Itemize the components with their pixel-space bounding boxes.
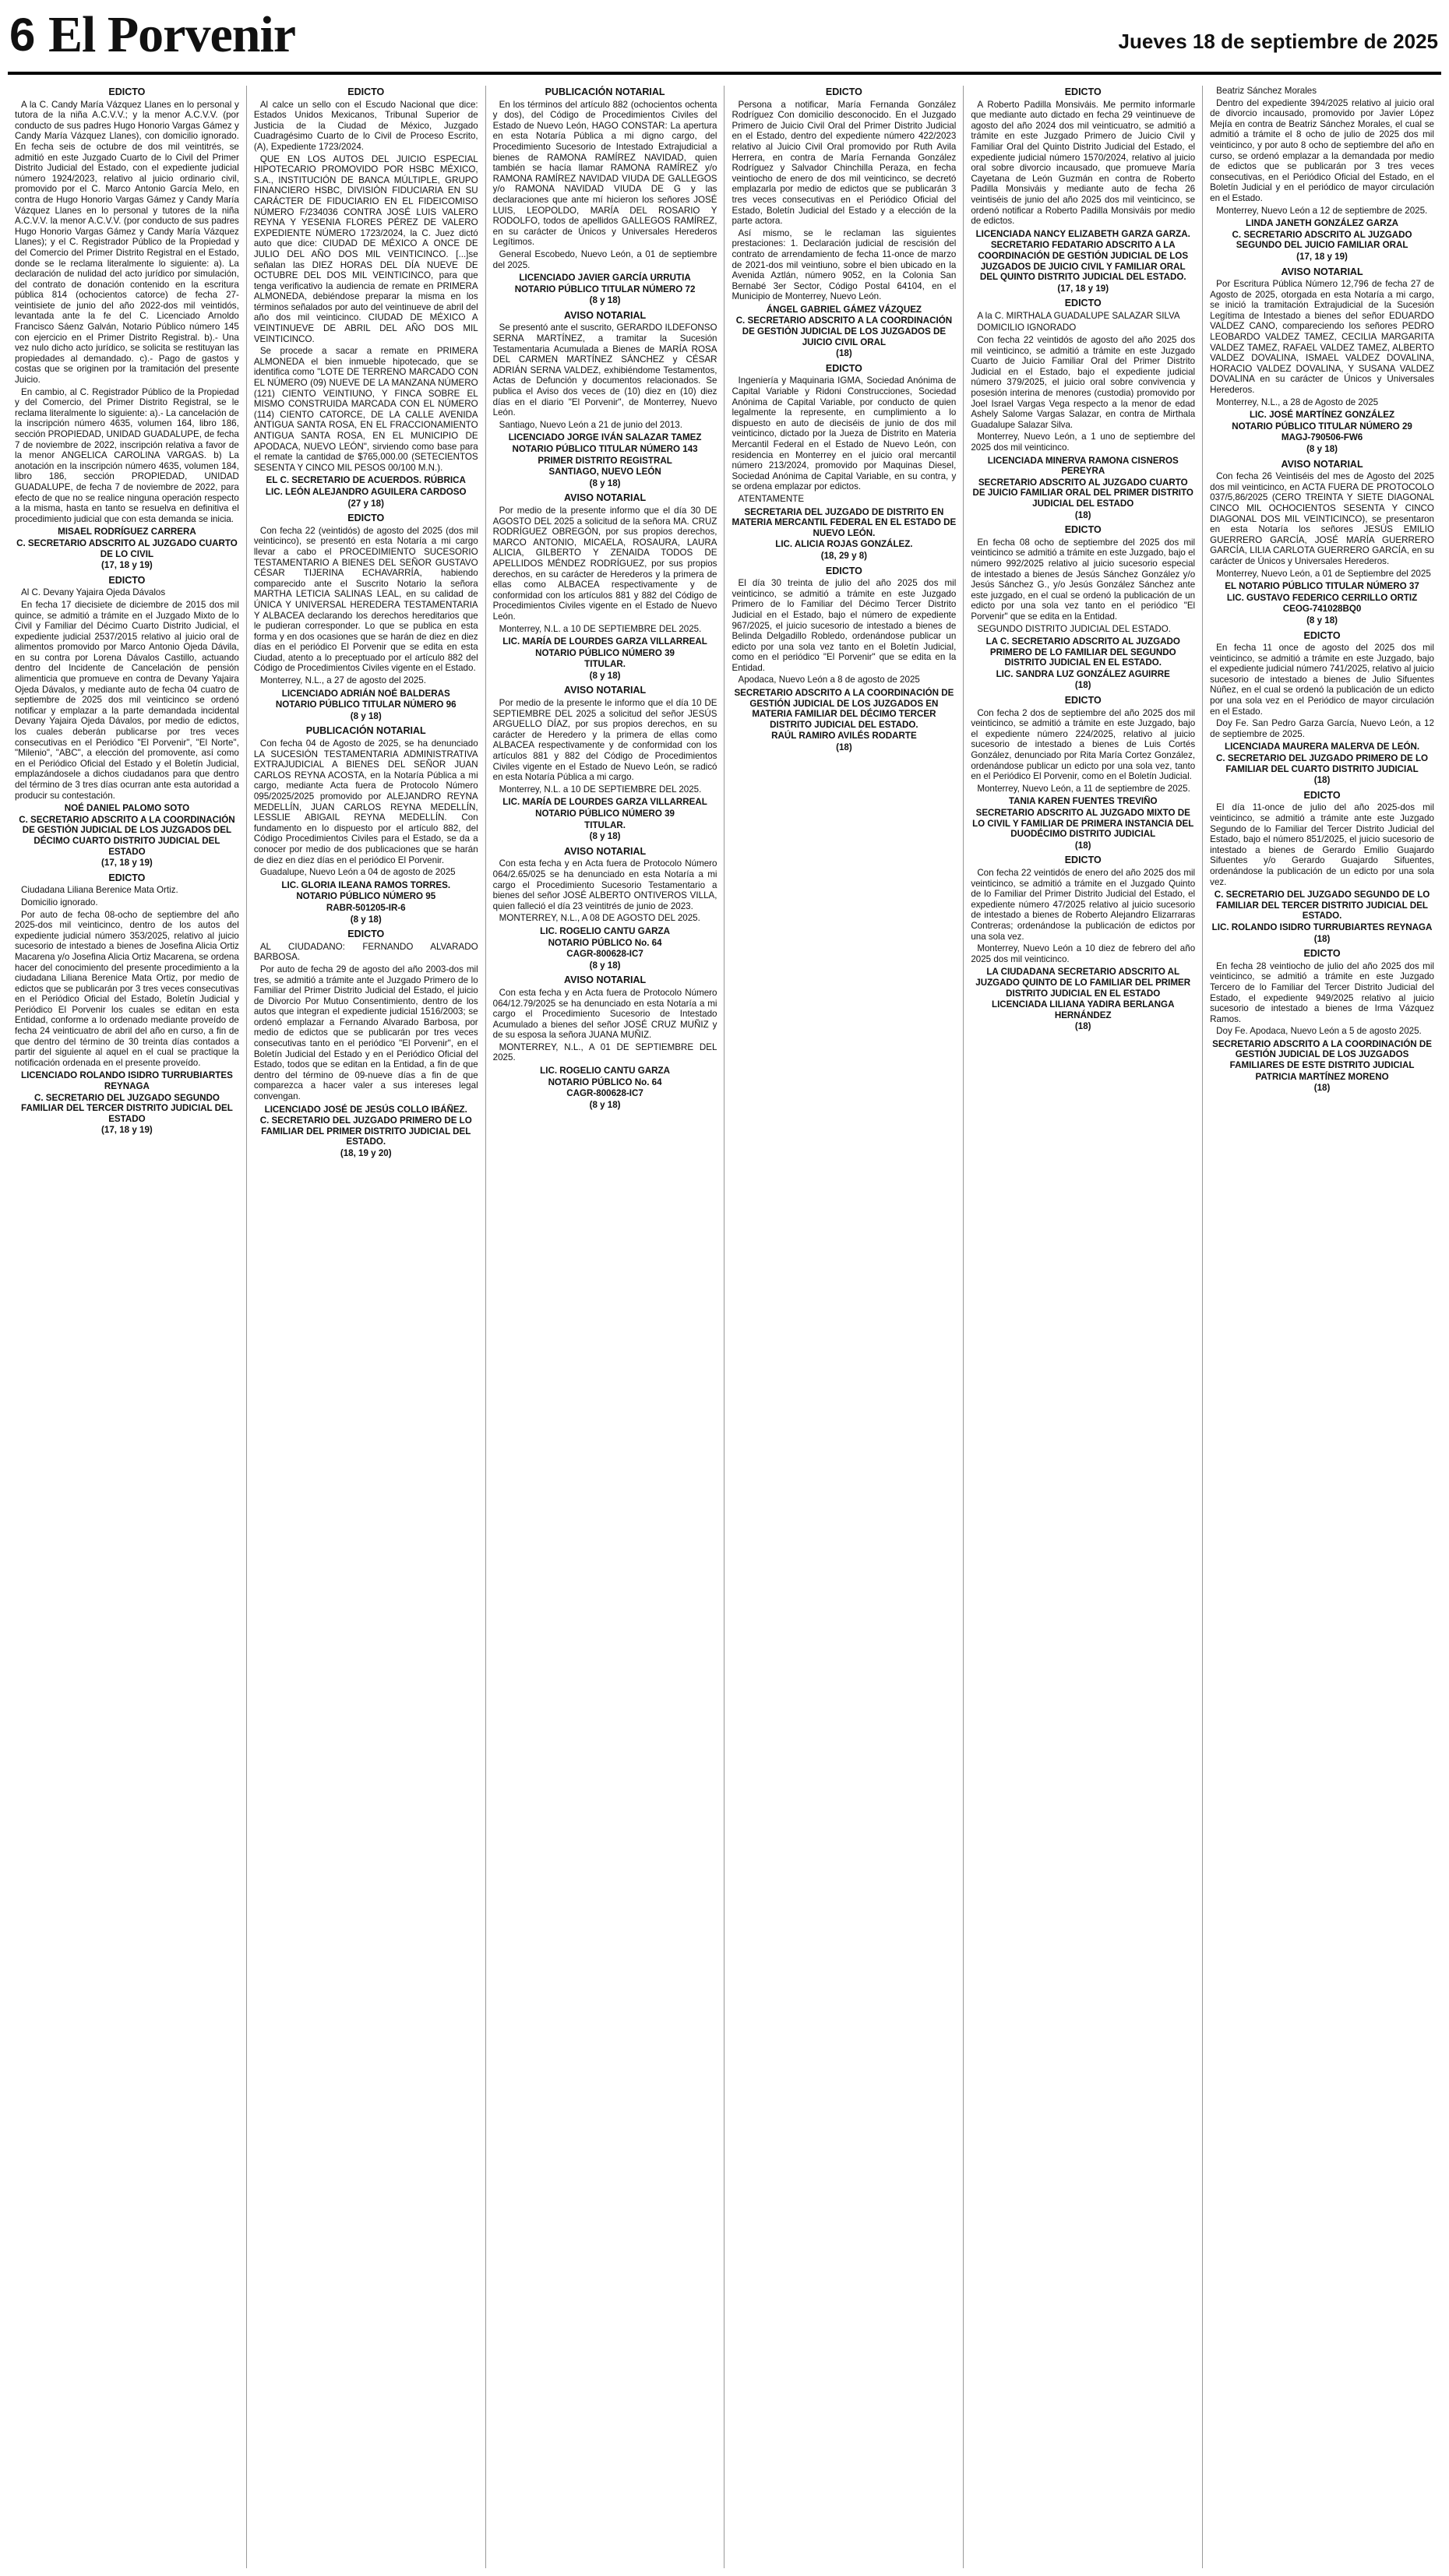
notice-body (254, 100, 478, 474)
notice-signature (971, 456, 1195, 521)
notice-title: EDICTO (1064, 298, 1102, 309)
notice-signature (1210, 890, 1434, 944)
signature-line: C. SECRETARIO ADSCRITO AL JUZGADO CUARTO DE LO CIVIL (16, 537, 238, 559)
legal-notice (971, 525, 1195, 691)
signature-line: NOTARIO PÚBLICO No. 64 (548, 1077, 662, 1087)
column-3 (485, 86, 724, 2568)
signature-line: SECRETARIO FEDATARIO ADSCRITO A LA COORDINACIÓN DE GESTIÓN JUDICIAL DE LOS JUZGADOS DE JUICIO CIVIL Y FAMILIAR ORAL DEL QUINTO DISTRITO JUDICIAL DEL ESTADO. (978, 240, 1189, 283)
signature-line: LIC. MARÍA DE LOURDES GARZA VILLARREAL (502, 797, 707, 808)
signature-line: EL NOTARIO PÚBLICO TITULAR NÚMERO 37 (1225, 581, 1419, 592)
legal-notice (732, 87, 956, 359)
notice-paragraph: Con fecha 22 veintidós de enero del año 2025 dos mil veinticinco, se admitió a trámite en el Juzgado Quinto de lo Familiar del Primer Distrito Judicial del Estado, el expediente número 47/2025 relativo al juicio sucesorio de intestado a bienes de Roberto Alejandro Elizarraras Contreras; ordenándose la publicación de edictos por una sola vez. (971, 867, 1196, 942)
notice-paragraph: Con fecha 22 (veintidós) de agosto del 2025 (dos mil veinticinco), se presentó en esta Notaría a mi cargo llevar a cabo el PROCEDIMIENTO SUCESORIO TESTAMENTARIO A BIENES DEL SEÑOR GUSTAVO CÉSAR TIJERINA ECHAVARRÍA, habiendo comparecido ante el Suscrito Notario la señora MARTHA LETICIA SALINAS LEAL, en su calidad de ÚNICA Y UNIVERSAL HEREDERA TESTAMENTARIA Y ALBACEA declarando los derechos hereditarios que le pudieran corresponder. Lo que se publica en esta forma y en dos ocasiones que se harán de diez en diez días en el periódico El Porvenir que se edita en esta Ciudad, atento a lo preceptuado por el artículo 882 del Código de Procedimientos Civiles vigente en el Estado. (253, 525, 478, 674)
notice-body (1210, 279, 1434, 407)
signature-line: (8 y 18) (1306, 615, 1338, 625)
notice-paragraph: AL CIUDADANO: FERNANDO ALVARADO BARBOSA. (253, 941, 478, 963)
notice-body (254, 526, 478, 686)
signature-line: NOTARIO PÚBLICO NÚMERO 95 (296, 891, 436, 902)
signature-line: MAGJ-790506-FW6 (1281, 432, 1363, 443)
notice-paragraph: QUE EN LOS AUTOS DEL JUICIO ESPECIAL HIPOTECARIO PROMOVIDO POR HSBC MÉXICO, S.A., INSTITUCIÓN DE BANCA MÚLTIPLE, GRUPO FINANCIERO HSBC, DIVISIÓN FIDUCIARIA EN SU CARÁCTER DE FIDUCIARIO EN EL FIDEICOMISO NÚMERO F/234036 CONTRA JOSÉ LUIS VALERO REYNA Y YESENIA FLORES PÉREZ DE VALERO EXPEDIENTE NÚMERO 1723/2024, la C. Juez dictó auto que dice: CIUDAD DE MÉXICO A ONCE DE JULIO DEL AÑO DOS MIL VEINTICINCO. [...]se señalan las DIEZ HORAS DEL DÍA NUEVE DE OCTUBRE DEL DOS MIL VEINTICINCO, para que tenga verificativo la audiencia de remate en PRIMERA ALMONEDA, debiéndose preparar la misma en los términos señalados por auto del veintinueve de abril del año dos mil veinticinco. CIUDAD DE MÉXICO A VEINTINUEVE DE ABRIL DEL AÑO DOS MIL VEINTICINCO. (253, 153, 478, 344)
signature-line: ÁNGEL GABRIEL GÁMEZ VÁZQUEZ (766, 304, 922, 315)
notice-paragraph: A la C. Candy María Vázquez Llanes en lo personal y tutora de la niña A.C.V.V.; y la menor A.C.V.V. (por conducto de sus padres Hugo Honorio Vargas Gámez y Candy María Vázquez Llanes), con domicilio ignorado. En fecha seis de octubre de dos mil veintitrés, se admitió en este Juzgado Cuarto de lo Civil del Primer Distrito Judicial del Estado, con el expediente judicial número 1924/2023, relativo al juicio ordinario civil, promovido por el C. Marco Antonio García Melo, en contra de Hugo Honorio Vargas Gámez y Candy María Vázquez Llanes en lo personal y tutores de la niña A.C.V.V. la menor A.C.V.V. (por conducto de sus padres Hugo Honorio Vargas Gámez y Candy María Vázquez Llanes); y el C. Registrador Público de la Propiedad y del Comercio del Primer Distrito Registral en el Estado, donde se le reclama literalmente lo siguiente: a). La declaración de nulidad del acto jurídico por simulación, del contrato de donación contenido en la escritura pública 814 (ochocientos catorce) de fecha 27-veintisiete de junio del año 2022-dos mil veintidós, levantada ante la fe del C. Licenciado Arnoldo Francisco Sáenz Galván, Notario Público número 145 con ejercicio en el Primer Distrito Registral. b).- Una vez nulo dicho acto jurídico, se solicita se restituyan las propiedades al demandado. c).- Pago de gastos y costas que se originen por la tramitación del presente Juicio. (15, 99, 239, 386)
signature-line: LICENCIADA MINERVA RAMONA CISNEROS PEREYRA (987, 455, 1179, 477)
signature-line: C. SECRETARIO DEL JUZGADO PRIMERO DE LO FAMILIAR DEL CUARTO DISTRITO JUDICIAL (1216, 753, 1429, 774)
signature-line: NOTARIO PÚBLICO TITULAR NÚMERO 143 (512, 444, 698, 454)
signature-line: SECRETARIO ADSCRITO AL JUZGADO MIXTO DE LO CIVIL Y FAMILIAR DE PRIMERA INSTANCIA DEL DUODÉCIMO DISTRITO JUDICIAL (972, 808, 1194, 840)
column-4 (724, 86, 963, 2568)
legal-notice (254, 87, 478, 509)
signature-line: LIC. SANDRA LUZ GONZÁLEZ AGUIRRE (996, 668, 1170, 679)
signature-line: C. SECRETARIO ADSCRITO A LA COORDINACIÓN DE GESTIÓN JUDICIAL DE LOS JUZGADOS DE JUICIO CIVIL ORAL (735, 315, 953, 347)
notice-paragraph: MONTERREY, N.L., A 01 DE SEPTIEMBRE DEL 2025. (492, 1041, 717, 1063)
notice-paragraph: A la C. MIRTHALA GUADALUPE SALAZAR SILVA (977, 310, 1180, 321)
notice-signature (15, 803, 239, 869)
notice-signature (15, 527, 239, 570)
legal-notice (493, 975, 717, 1110)
signature-line: TITULAR. (584, 819, 626, 830)
notice-paragraph: Apodaca, Nuevo León a 8 de agosto de 2025 (738, 675, 920, 685)
notice-paragraph: Al calce un sello con el Escudo Nacional que dice: Estados Unidos Mexicanos, Tribunal Superior de Justicia de la Ciudad de México, Juzgado Cuadragésimo Cuarto de lo Civil de Proceso Escrito, (A), Expediente 1723/2024. (253, 99, 478, 152)
legal-notice (493, 685, 717, 841)
masthead (8, 0, 1441, 75)
signature-line: (17, 18 y 19) (101, 1125, 153, 1136)
notice-paragraph: En fecha 11 once de agosto del 2025 dos mil veinticinco, se admitió a trámite en este Juzgado, bajo el expediente judicial número 741/2025, relativo al juicio sucesorio de intestado a bienes de Julio Sifuentes Núñez, en el cual se ordenó la publicación de un edicto por una sola vez en el Periódico de mayor circulación en el Estado. (1210, 643, 1434, 717)
signature-line: (8 y 18) (350, 914, 382, 925)
legal-notice (493, 847, 717, 971)
signature-line: (17, 18 y 19) (1296, 251, 1348, 262)
notice-signature (254, 689, 478, 722)
notice-title: EDICTO (1303, 789, 1341, 801)
notice-title: AVISO NOTARIAL (564, 845, 647, 857)
signature-line: TANIA KAREN FUENTES TREVIÑO (1008, 796, 1158, 807)
notice-title: PUBLICACIÓN NOTARIAL (305, 725, 426, 737)
notice-body (15, 100, 239, 525)
notice-title: AVISO NOTARIAL (564, 492, 647, 504)
signature-line: C. SECRETARIO DEL JUZGADO PRIMERO DE LO FAMILIAR DEL PRIMER DISTRITO JUDICIAL DEL ESTADO. (259, 1115, 472, 1147)
notice-paragraph: Doy Fe. San Pedro Garza García, Nuevo León, a 12 de septiembre de 2025. (1210, 718, 1434, 739)
signature-line: NOTARIO PÚBLICO NÚMERO 39 (535, 647, 675, 658)
signature-line: (17, 18 y 19) (101, 858, 153, 869)
signature-line: LICENCIADO JAVIER GARCÍA URRUTIA (519, 273, 691, 284)
notice-title: EDICTO (825, 86, 862, 97)
notice-signature (254, 880, 478, 925)
notice-signature (971, 967, 1195, 1032)
notice-paragraph: El día 11-once de julio del año 2025-dos mil veinticinco, se admitió a trámite ante este Juzgado Segundo de lo Familiar del Tercer Distrito Judicial del Estado, bajo el número 851/2025, el juicio sucesorio de intestado a bienes de Gerardo Emilio Guajardo Sifuentes y/o Gerardo Guajardo Sifuentes, ordenándose la publicación de un edicto por una sola vez. (1210, 802, 1434, 887)
notice-body (493, 322, 717, 430)
signature-line: PRIMER DISTRITO REGISTRAL (538, 455, 672, 466)
notice-paragraph: Al C. Devany Yajaira Ojeda Dávalos (21, 587, 166, 598)
notice-body (971, 311, 1195, 453)
signature-line: PATRICIA MARTÍNEZ MORENO (1255, 1071, 1389, 1082)
signature-line: NOTARIO PÚBLICO TITULAR NÚMERO 72 (514, 284, 696, 294)
signature-line: (18) (1313, 775, 1331, 786)
signature-line: (18) (1313, 933, 1331, 944)
notice-signature (493, 1066, 717, 1110)
signature-line: LICENCIADA LILIANA YADIRA BERLANGA HERNÁNDEZ (991, 999, 1175, 1020)
signature-line: (8 y 18) (1306, 444, 1338, 454)
notice-body (1210, 643, 1434, 739)
notice-body (732, 100, 956, 302)
notice-paragraph: Por auto de fecha 29 de agosto del año 2003-dos mil tres, se admitió a trámite ante el Juzgado Primero de lo Familiar del Primer Distrito Judicial del Estado, el juicio de Divorcio Por Mutuo Consentimiento, dentro de los autos que integran el expediente judicial 1516/2003; se ordenó emplazar a Fernando Alvarado Barbosa, por medio de edictos que se publicarán por tres veces consecutivas tanto en el periódico "El Porvenir", en el Boletín Judicial del Estado y en el Periódico Oficial del Estado, todos que se editan en la Entidad, a fin de que dentro del término de 09-nueve días a fin de que comparezca a hacer valer a sus intereses legal convengan. (253, 964, 478, 1102)
notice-title: EDICTO (108, 86, 146, 97)
legal-notice (1210, 267, 1434, 455)
signature-line: (18, 19 y 20) (340, 1148, 392, 1158)
notice-body (493, 506, 717, 634)
legal-notices-columns (8, 86, 1441, 2568)
notice-signature (732, 305, 956, 359)
notice-body (254, 942, 478, 1102)
notice-paragraph: Monterrey, N.L., a 28 de Agosto de 2025 (1216, 396, 1379, 407)
notice-paragraph: Con esta fecha y en Acta fuera de Protocolo Número 064/12.79/2025 se ha denunciado en esta Notaría a mi cargo el Procedimiento Sucesorio de Intestado Acumulado a bienes del señor JOSÉ CRUZ MUÑIZ y de su esposa la señora JUANA MUÑIZ. (492, 987, 717, 1041)
signature-line: (18) (1313, 1083, 1331, 1094)
notice-body (971, 100, 1195, 227)
legal-notice (493, 87, 717, 306)
notice-title: EDICTO (825, 565, 862, 576)
signature-line: LINDA JANETH GONZÁLEZ GARZA (1246, 218, 1399, 229)
signature-line: (8 y 18) (589, 960, 621, 971)
notice-paragraph: Monterrey, Nuevo León a 12 de septiembre de 2025. (1216, 205, 1428, 216)
notice-paragraph: General Escobedo, Nuevo León, a 01 de septiembre del 2025. (492, 248, 717, 270)
notice-body (732, 578, 956, 685)
notice-signature (493, 926, 717, 971)
signature-line: LIC. LEÓN ALEJANDRO AGUILERA CARDOSO (265, 486, 467, 497)
signature-line: LIC. ROLANDO ISIDRO TURRUBIARTES REYNAGA (1211, 922, 1433, 932)
notice-paragraph: ATENTAMENTE (738, 493, 805, 504)
notice-body (1210, 471, 1434, 579)
legal-notice (1210, 460, 1434, 626)
notice-paragraph: SEGUNDO DISTRITO JUDICIAL DEL ESTADO. (977, 623, 1171, 634)
signature-line: NOTARIO PÚBLICO No. 64 (548, 937, 662, 948)
legal-notice (1210, 86, 1434, 263)
notice-paragraph: Por medio de la presente informo que el día 30 DE AGOSTO DEL 2025 a solicitud de la señora MA. CRUZ RODRÍGUEZ OBREGÓN, por sus propios derechos, MARCO ANTONIO, MICAELA, ROSAURA, LAURA ALICIA, GILBERTO Y ZENAIDA TODOS DE APELLIDOS MÉNDEZ RODRÍGUEZ, por sus propios derechos, en su carácter de Herederos y la primera de ellas como ALBACEA respectivamente y de conformidad con los artículos 881 y 882 del Código de Procedimientos Civiles vigente en el Estado de Nuevo León. (492, 505, 717, 622)
notice-signature (1210, 581, 1434, 625)
notice-paragraph: Monterrey, N.L. a 10 DE SEPTIEMBRE DEL 2025. (499, 784, 702, 795)
signature-line: (18) (1074, 509, 1091, 520)
notice-paragraph: Dentro del expediente 394/2025 relativo al juicio oral de divorcio incausado, promovido por Javier López Mejía en contra de Beatriz Sánchez Morales, el cual se admitió a trámite el 8 ocho de julio de 2025 dos mil veinticinco, y por auto 8 ocho de septiembre del año en curso, se ordenó emplazar a la demandada por medio de edictos que se publicarán por 3 tres veces consecutivas, en el Periódico Oficial del Estado, en el Boletín Judicial y en el periódico de mayor circulación en el Estado. (1210, 97, 1434, 203)
signature-line: LIC. ALICIA ROJAS GONZÁLEZ. (775, 539, 913, 550)
signature-line: (27 y 18) (347, 498, 384, 509)
legal-notice (971, 855, 1195, 1032)
signature-line: SECRETARIO ADSCRITO A LA COORDINACIÓN DE GESTIÓN JUDICIAL DE LOS JUZGADOS FAMILIARES DE ESTE DISTRITO JUDICIAL (1212, 1038, 1432, 1071)
issue-date: Jueves 18 de septiembre de 2025 (1118, 30, 1438, 53)
newspaper-title: El Porvenir (48, 6, 296, 63)
notice-paragraph: Santiago, Nuevo León a 21 de junio del 2013. (499, 419, 682, 430)
notice-signature (1210, 410, 1434, 454)
legal-notice (732, 566, 956, 753)
notice-paragraph: Doy Fe. Apodaca, Nuevo León a 5 de agosto 2025. (1216, 1026, 1422, 1037)
notice-body (1210, 802, 1434, 887)
notice-paragraph: Monterrey, Nuevo León, a 1 uno de septiembre del 2025 dos mil veinticinco. (971, 432, 1196, 453)
notice-body (15, 885, 239, 1068)
notice-paragraph: Monterrey, N.L. a 10 DE SEPTIEMBRE DEL 2025. (499, 623, 702, 634)
signature-line: NOÉ DANIEL PALOMO SOTO (64, 803, 190, 814)
signature-line: C. SECRETARIO DEL JUZGADO SEGUNDO FAMILIAR DEL TERCER DISTRITO JUDICIAL DEL ESTADO (21, 1092, 233, 1124)
signature-line: LICENCIADO JOSÉ DE JESÚS COLLO IBÁÑEZ. (264, 1104, 467, 1115)
notice-title: EDICTO (347, 86, 385, 97)
signature-line: (18, 29 y 8) (820, 550, 868, 561)
signature-line: RABR-501205-IR-6 (326, 902, 406, 913)
signature-line: LIC. GLORIA ILEANA RAMOS TORRES. (281, 879, 451, 890)
signature-line: LA CIUDADANA SECRETARIO ADSCRITO AL JUZGADO QUINTO DE LO FAMILIAR DEL PRIMER DISTRITO JUDICIAL EN EL ESTADO (975, 967, 1191, 999)
column-2 (246, 86, 485, 2568)
notice-paragraph: Por medio de la presente le informo que el día 10 DE SEPTIEMBRE DEL 2025 a solicitud del señor JESÚS ARGUELLO DÍAZ, por sus propios derechos, en su carácter de Heredero y la primera de ellas como ALBACEA respectivamente y de conformidad con los artículos 881 y 882 del Código de Procedimientos Civiles vigente en el Estado de Nuevo León, se radicó en esta Notaría Pública a mi cargo. (492, 698, 717, 783)
legal-notice (971, 696, 1195, 851)
notice-signature (1210, 1039, 1434, 1094)
signature-line: (17, 18 y 19) (1057, 283, 1109, 294)
signature-line: C. SECRETARIO DEL JUZGADO SEGUNDO DE LO FAMILIAR DEL TERCER DISTRITO JUDICIAL DEL ESTADO. (1214, 890, 1430, 922)
notice-paragraph: En fecha 08 ocho de septiembre del 2025 dos mil veinticinco se admitió a trámite en este Juzgado, bajo el número 992/2025 relativo al juicio sucesorio especial de intestado a bienes de Jesús Sánchez González y/o Jesús Sánchez G., y/o Jesús González Sánchez ante este juzgado, en el cual se ordenó la publicación de un edicto por una sola vez tanto en el periódico "El Porvenir" que se edita en la Entidad. (971, 537, 1196, 622)
notice-title: PUBLICACIÓN NOTARIAL (545, 86, 665, 97)
legal-notice (732, 364, 956, 562)
notice-body (971, 868, 1195, 964)
signature-line: SECRETARIO ADSCRITO A LA COORDINACIÓN DE GESTIÓN JUDICIAL DE LOS JUZGADOS EN MATERIA FAMILIAR DEL DÉCIMO TERCER DISTRITO JUDICIAL DEL ESTADO. (734, 688, 954, 730)
notice-title: EDICTO (825, 362, 862, 374)
signature-line: EL C. SECRETARIO DE ACUERDOS. RÚBRICA (266, 475, 466, 486)
notice-body (493, 698, 717, 795)
signature-line: SECRETARIO ADSCRITO AL JUZGADO CUARTO DE JUICIO FAMILIAR ORAL DEL PRIMER DISTRITO JUDICIAL DEL ESTADO (972, 477, 1193, 509)
notice-signature (493, 797, 717, 841)
signature-line: (8 y 18) (589, 477, 621, 488)
notice-signature (254, 475, 478, 509)
signature-line: LIC. JOSÉ MARTÍNEZ GONZÁLEZ (1249, 410, 1395, 421)
legal-notice (493, 311, 717, 489)
signature-line: NOTARIO PÚBLICO TITULAR NÚMERO 29 (1232, 421, 1412, 432)
signature-line: (8 y 18) (589, 670, 621, 681)
signature-line: LICENCIADO ADRIÁN NOÉ BALDERAS (281, 688, 450, 699)
column-5 (963, 86, 1202, 2568)
notice-paragraph: A Roberto Padilla Monsiváis. Me permito informarle que mediante auto dictado en fecha 29 veintinueve de agosto del año 2024 dos mil veinticuatro, se admitió a trámite en este Juzgado Primero de Juicio Civil y Familiar Oral del Quinto Distrito Judicial del Estado, el expediente judicial número 1570/2024, relativo al juicio oral sobre divorcio incausado, que promueve María Cayetana de León Guzmán en contra de Roberto Padilla Monsiváis y mediante auto de fecha 26 veintiséis de junio del año 2025 dos mil veinticinco, se ordenó notificar a Roberto Padilla Monsiváis por medio de edictos. (971, 99, 1196, 227)
signature-line: CAGR-800628-IC7 (566, 1088, 643, 1099)
notice-signature (493, 636, 717, 681)
notice-paragraph: Beatriz Sánchez Morales (1216, 86, 1317, 96)
signature-line: CAGR-800628-IC7 (566, 949, 643, 960)
notice-paragraph: El día 30 treinta de julio del año 2025 dos mil veinticinco, se admitió a trámite en este Juzgado Primero de lo Familiar del Décimo Tercer Distrito Judicial en el Estado, bajo el número de expediente 967/2025, el juicio sucesorio de intestado a bienes de Belinda Delgadillo Robledo, ordenándose publicar un edicto por una sola vez tanto en el Boletín Judicial, como en el periódico "El Porvenir" que se edita en la Entidad. (732, 578, 957, 673)
notice-signature (1210, 218, 1434, 262)
notice-signature (732, 688, 956, 753)
signature-line: LIC. MARÍA DE LOURDES GARZA VILLARREAL (502, 636, 707, 647)
notice-title: EDICTO (1064, 86, 1102, 97)
notice-signature (254, 1105, 478, 1159)
notice-signature (732, 507, 956, 562)
notice-title: AVISO NOTARIAL (564, 309, 647, 321)
notice-paragraph: En cambio, al C. Registrador Público de la Propiedad y del Comercio, del Primer Distrito Registral, se le reclama literalmente lo siguiente: a).- La cancelación de la inscripción número 4635, volumen 164, libro 186, sección PROPIEDAD, UNIDAD GUADALUPE, de fecha 7 de noviembre de 2022, inscripción relativa a favor de la menor ANGELICA CAROLINA VARGAS. b) La anotación en la inscripción número 4635, volumen 184, libro 186, sección PROPIEDAD, UNIDAD GUADALUPE, de fecha 7 de noviembre de 2022, para efecto de que no se realice ninguna operación respecto a la misma, hasta en tanto se resuelva en definitiva el procedimiento judicial que con esta demanda se inicia. (15, 386, 239, 524)
notice-body (732, 375, 956, 504)
notice-body (15, 587, 239, 801)
notice-paragraph: Con fecha 04 de Agosto de 2025, se ha denunciado LA SUCESIÓN TESTAMENTARIA ADMINISTRATIVA EXTRAJUDICIAL A BIENES DEL SEÑOR JUAN CARLOS REYNA ACOSTA, en la Notaría Pública a mi cargo, mediante Acta fuera de Protocolo Número 095/2025/2025 promovido por ALEJANDRO REYNA MEDELLÍN, JUAN CARLOS REYNA MEDELLÍN, LESSLIE ABIGAIL REYNA MEDELLÍN. Con fundamento en lo dispuesto por el artículo 882, del Código Procedimientos Civiles para el Estado, se da a conocer por medio de dos publicaciones que se harán de diez en diez días en el periódico El Porvenir. (253, 738, 478, 865)
signature-line: (17, 18 y 19) (101, 560, 153, 571)
signature-line: LIC. GUSTAVO FEDERICO CERRILLO ORTIZ (1226, 592, 1418, 603)
signature-line: (8 y 18) (589, 831, 621, 842)
notice-body (971, 537, 1195, 634)
signature-line: (8 y 18) (589, 1099, 621, 1110)
legal-notice (254, 726, 478, 925)
notice-title: EDICTO (108, 872, 146, 883)
notice-signature (15, 1070, 239, 1136)
signature-line: LICENCIADO ROLANDO ISIDRO TURRUBIARTES REYNAGA (21, 1070, 233, 1092)
legal-notice (1210, 949, 1434, 1094)
notice-paragraph: Monterrey, Nuevo León, a 11 de septiembre de 2025. (977, 783, 1190, 794)
signature-line: C. SECRETARIO ADSCRITO AL JUZGADO SEGUNDO DEL JUICIO FAMILIAR ORAL (1232, 229, 1412, 251)
signature-line: LICENCIADO JORGE IVÁN SALAZAR TAMEZ (508, 432, 702, 443)
notice-body (1210, 961, 1434, 1037)
notice-title: AVISO NOTARIAL (564, 685, 647, 696)
legal-notice (254, 513, 478, 721)
signature-line: NOTARIO PÚBLICO NÚMERO 39 (535, 809, 675, 819)
column-6 (1202, 86, 1441, 2568)
notice-title: EDICTO (1064, 524, 1102, 536)
notice-signature (971, 636, 1195, 691)
notice-paragraph: Guadalupe, Nuevo León a 04 de agosto de 2025 (259, 867, 456, 878)
notice-paragraph: MONTERREY, N.L., A 08 DE AGOSTO DEL 2025. (499, 913, 700, 924)
signature-line: LIC. ROGELIO CANTU GARZA (540, 1066, 670, 1077)
notice-paragraph: Con fecha 22 veintidós de agosto del año 2025 dos mil veinticinco, se admitió a trámite en este Juzgado Cuarto de Juicio Familiar Oral del Primer Distrito Judicial en el Estado, bajo el expediente judicial número 379/2025, el juicio oral sobre convivencia y posesión interina de menores (custodia) promovido por Joel Israel Vargas Vega respecto a la menor de edad Ashely Salome Vargas Salazar, en contra de Mirthala Guadalupe Salazar Silva. (971, 335, 1196, 430)
notice-paragraph: Ciudadana Liliana Berenice Mata Ortiz. (21, 885, 178, 896)
legal-notice (493, 493, 717, 681)
notice-paragraph: Con esta fecha y en Acta fuera de Protocolo Número 064/2.65/025 se ha denunciado en esta Notaría a mi cargo el Procedimiento Sucesorio Testamentario a bienes del señor JOSÉ ALBERTO ONTIVEROS VILLA, quien falleció el día 23 veintitrés de junio de 2023. (492, 858, 717, 911)
notice-paragraph: Así mismo, se le reclaman las siguientes prestaciones: 1. Declaración judicial de rescisión del contrato de arrendamiento de fecha 11-once de marzo de 2021-dos mil veintiuno, sobre el bien ubicado en la Avenida Aztlán, número 9052, en la Colonia San Bernabé 3er Sector, Código Postal 64104, en el Municipio de Monterrey, Nuevo León. (732, 227, 957, 302)
signature-line: LICENCIADA NANCY ELIZABETH GARZA GARZA. (975, 228, 1190, 239)
notice-title: EDICTO (347, 513, 385, 524)
notice-title: EDICTO (108, 574, 146, 586)
legal-notice (15, 87, 239, 571)
notice-paragraph: Monterrey, Nuevo León, a 01 de Septiembre del 2025 (1216, 568, 1431, 579)
legal-notice (1210, 791, 1434, 944)
legal-notice (971, 298, 1195, 520)
notice-signature (493, 432, 717, 488)
signature-line: (18) (836, 348, 852, 359)
notice-paragraph: Con fecha 26 Veintiséis del mes de Agosto del 2025 dos mil veinticinco, en ACTA FUERA DE PROTOCOLO 037/5,86/2025 (CERO TREINTA Y SIETE DIAGONAL CINCO MIL OCHOCIENTOS SESENTA Y CINCO DIAGONAL DOS MIL VEINTICINCO), se presentaron en esta Notaría los señores JESÚS EMILIO GUERRERO GARCÍA, JOSÉ MARÍA GUERRERO GARCÍA, LILIA CARLOTA GUERRERO GARCÍA, en su carácter de Únicos y Universales Herederos. (1210, 471, 1434, 566)
notice-paragraph: Domicilio ignorado. (21, 897, 98, 907)
notice-paragraph: Por Escritura Pública Número 12,796 de fecha 27 de Agosto de 2025, otorgada en esta Notaría a mi cargo, se inició la tramitación Extrajudicial de la Sucesión Legítima de Intestado a bienes del señor EDUARDO VALDEZ CANO, compareciendo los señores PEDRO LEOBARDO VALDEZ TAMEZ, CECILIA MARGARITA VALDEZ TAMEZ, RAFAEL VALDEZ TAMEZ, ALBERTO VALDEZ DOVALINA, ISMAEL VALDEZ DOVALINA, HORACIO VALDEZ DOVALINA, Y SUSANA VALDEZ DOVALINA en su carácter de Únicos y Universales Herederos. (1210, 279, 1434, 396)
notice-signature (1210, 742, 1434, 785)
signature-line: SECRETARIA DEL JUZGADO DE DISTRITO EN MATERIA MERCANTIL FEDERAL EN EL ESTADO DE NUEVO LEÓN. (732, 506, 957, 538)
legal-notice (15, 576, 239, 869)
notice-title: EDICTO (1064, 695, 1102, 707)
notice-body (971, 708, 1195, 795)
signature-line: (18) (1074, 840, 1091, 851)
notice-body (1210, 86, 1434, 216)
notice-body (254, 738, 478, 878)
notice-paragraph: En fecha 17 diecisiete de diciembre de 2015 dos mil quince, se admitió a trámite en el Juzgado Mixto de lo Civil y Familiar del Décimo Cuarto Distrito Judicial, el expediente judicial 2537/2015 relativo al juicio oral de alimentos promovido por Marco Antonio Ojeda Dávila, en su contra por Lorena Dávalos Castillo, actuando dentro del Incidente de Cancelación de pensión alimenticia que promueve en contra de Devany Yajaira Ojeda Dávalos, y mediante auto de fecha 04 cuatro de septiembre de 2025 dos mil veinticinco se ordenó notificar y emplazar a la parte demandada incidental Devany Yajaira Ojeda Dávalos, por medio de edictos, los cuales deberán publicarse por tres veces consecutivas en el Periódico "El Porvenir", "El Norte", "Milenio", "ABC", a elección del promovente, así como en el Periódico Oficial del Estado y el Boletín Judicial, emplazándosele a dichos ciudadanos para que dentro del término de 3 tres días ocurran ante esta autoridad a producir su contestación. (15, 599, 239, 801)
notice-title: EDICTO (1064, 855, 1102, 866)
notice-body (493, 988, 717, 1063)
notice-paragraph: Por auto de fecha 08-ocho de septiembre del año 2025-dos mil veinticinco, dentro de los autos del expediente judicial número 353/2025, relativo al juicio sucesorio de intestado a bienes de Josefina Alicia Ortiz Macarena y/o Josefina Alicia Ortiz Macarena, se ordena hacer del conocimiento del presente procedimiento a la ciudadana Liliana Berenice Mata Ortiz, por medio de edictos que se publicarán por 3 tres veces consecutivas en el Periódico Oficial del Estado, Boletín Judicial y Periódico El Porvenir los cuales se editan en esta Entidad, conforme a lo ordenado mediante proveído de fecha 24 veinticuatro de abril del año en curso, a fin de que dentro del término de 30 treinta días contados a partir del siguiente al aquel en el cual se practique la notificación ordenada en el presente proveído. (15, 909, 239, 1068)
signature-line: MISAEL RODRÍGUEZ CARRERA (58, 527, 196, 537)
signature-line: (18) (1074, 680, 1091, 691)
notice-paragraph: Monterrey, Nuevo León a 10 diez de febrero del año 2025 dos mil veinticinco. (971, 943, 1196, 964)
signature-line: SANTIAGO, NUEVO LEÓN (548, 467, 661, 477)
notice-title: EDICTO (1303, 629, 1341, 641)
legal-notice (254, 929, 478, 1158)
notice-paragraph: Con fecha 2 dos de septiembre del año 2025 dos mil veinticinco, se admitió a trámite en este Juzgado, bajo el expediente número 224/2025, relativo al juicio sucesorio de intestado a bienes de Luis Cortés González, denunciado por Rita María Cortez González, ordenándose publicar un edicto por una sola vez, tanto en el Periódico El Porvenir, como en el Boletín Judicial. (971, 707, 1196, 782)
signature-line: RAÚL RAMIRO AVILÉS RODARTE (771, 731, 917, 742)
notice-signature (971, 796, 1195, 851)
notice-title: EDICTO (1303, 948, 1341, 960)
legal-notice (1210, 631, 1434, 786)
notice-paragraph: DOMICILIO IGNORADO (977, 322, 1077, 333)
notice-body (493, 858, 717, 924)
notice-signature (493, 273, 717, 306)
notice-paragraph: Ingeniería y Maquinaria IGMA, Sociedad Anónima de Capital Variable y Ridoni Construcciones, Sociedad Anónima de Capital Variable, por conducto de quien legalmente la represente, en cumplimiento a lo dispuesto en auto de dieciséis de junio de dos mil veinticinco, dictado por la Jueza de Distrito en Materia Mercantil Federal en el Estado de Nuevo León, con residencia en Monterrey en el juicio oral mercantil número 213/2024, promovido por Maquinas Diesel, Sociedad Anónima de Capital Variable, en su contra, y se ordena emplazar por edictos. (732, 375, 957, 492)
notice-body (493, 100, 717, 271)
column-1 (8, 86, 246, 2568)
signature-line: LA C. SECRETARIO ADSCRITO AL JUZGADO PRIMERO DE LO FAMILIAR DEL SEGUNDO DISTRITO JUDICIAL EN EL ESTADO. (985, 636, 1180, 668)
notice-paragraph: Monterrey, N.L., a 27 de agosto del 2025. (259, 675, 426, 686)
signature-line: NOTARIO PÚBLICO TITULAR NÚMERO 96 (275, 700, 457, 710)
signature-line: (8 y 18) (350, 710, 382, 721)
signature-line: CEOG-741028BQ0 (1282, 604, 1362, 615)
notice-title: AVISO NOTARIAL (564, 974, 647, 986)
notice-paragraph: Se presentó ante el suscrito, GERARDO ILDEFONSO SERNA MARTÍNEZ, a tramitar la Sucesión Testamentaria Acumulada a Bienes de MARÍA ROSA DEL CARMEN MARTÍNEZ SÁNCHEZ y CÉSAR ADRIÁN SERNA VALDEZ, exhibiéndome Testamentos, Actas de Defunción y documentos relacionados. Se publica el Aviso dos veces de (10) diez en (10) diez días en el diario "El Porvenir", de Monterrey, Nuevo León. (492, 322, 717, 418)
notice-signature (971, 229, 1195, 294)
notice-paragraph: En fecha 28 veintiocho de julio del año 2025 dos mil veinticinco, se admitió a trámite en este Juzgado Tercero de lo Familiar del Tercer Distrito Judicial del Estado, el expediente 949/2025 relativo al juicio sucesorio de intestado a bienes de Irma Vázquez Ramos. (1210, 960, 1434, 1024)
legal-notice (971, 87, 1195, 294)
signature-line: LIC. ROGELIO CANTU GARZA (540, 925, 670, 936)
page-number: 6 (9, 9, 36, 61)
signature-line: TITULAR. (584, 659, 626, 670)
notice-paragraph: En los términos del artículo 882 (ochocientos ochenta y dos), del Código de Procedimientos Civiles del Estado de Nuevo León, HAGO CONSTAR: La apertura en esta Notaría Pública a mi digno cargo, del Procedimiento Sucesorio de Intestado Extrajudicial a bienes de RAMONA RAMÍREZ NAVIDAD, quien también se hacía llamar RAMONA RAMÍREZ y/o RAMONA RAMÍREZ NAVIDAD VIUDA DE GALLEGOS y/o RAMONA NAVIDAD VIUDA DE G y las declaraciones que ante mí hicieron los señores JOSÉ LUIS, LEOPOLDO, MARÍA DEL ROSARIO Y RODOLFO, todos de apellidos GALLEGOS RAMÍREZ, en su carácter de Únicos y Universales Herederos Legítimos. (492, 99, 717, 248)
signature-line: LICENCIADA MAURERA MALERVA DE LEÓN. (1224, 742, 1420, 752)
notice-paragraph: Se procede a sacar a remate en PRIMERA ALMONEDA el bien inmueble hipotecado, que se identifica como "LOTE DE TERRENO MARCADO CON EL NÚMERO (09) NUEVE DE LA MANZANA NÚMERO (121) CIENTO VEINTIUNO, Y FINCA SOBRE EL MISMO CONSTRUIDA MARCADA CON EL NÚMERO (114) CIENTO CATORCE, DE LA CALLE AVENIDA ANTIGUA SANTA ROSA, EN EL FRACCIONAMIENTO ANTIGUA SANTA ROSA, EN EL MUNICIPIO DE APODACA, NUEVO LEÓN", sirviendo como base para el remate la cantidad de $765,000.00 (SETECIENTOS SESENTA Y CINCO MIL PESOS 00/100 M.N.). (253, 346, 478, 473)
notice-paragraph: Persona a notificar, María Fernanda González Rodríguez Con domicilio desconocido. En el Juzgado Primero de Juicio Civil Oral del Primer Distrito Judicial en el Estado, dentro del expediente número 422/2023 relativo al Juicio Civil Oral promovido por Ruth Avila Herrera, en contra de María Fernanda González Rodríguez y Salvador Chinchilla Peraza, en fecha veintiocho de enero de dos mil veinticinco, se decretó emplazarla por medio de edictos que se publicarán 3 tres veces consecutivas en el Periódico Oficial del Estado, Boletín Judicial del Estado y a elección de la parte actora. (732, 99, 957, 227)
signature-line: (8 y 18) (589, 295, 621, 306)
notice-title: AVISO NOTARIAL (1281, 266, 1363, 277)
legal-notice (15, 873, 239, 1136)
notice-title: AVISO NOTARIAL (1281, 458, 1363, 470)
notice-title: EDICTO (347, 929, 385, 940)
signature-line: (18) (836, 742, 852, 753)
signature-line: (18) (1074, 1021, 1091, 1032)
signature-line: C. SECRETARIO ADSCRITO A LA COORDINACIÓN DE GESTIÓN JUDICIAL DE LOS JUZGADOS DEL DÉCIMO CUARTO DISTRITO JUDICIAL DEL ESTADO (19, 814, 235, 857)
